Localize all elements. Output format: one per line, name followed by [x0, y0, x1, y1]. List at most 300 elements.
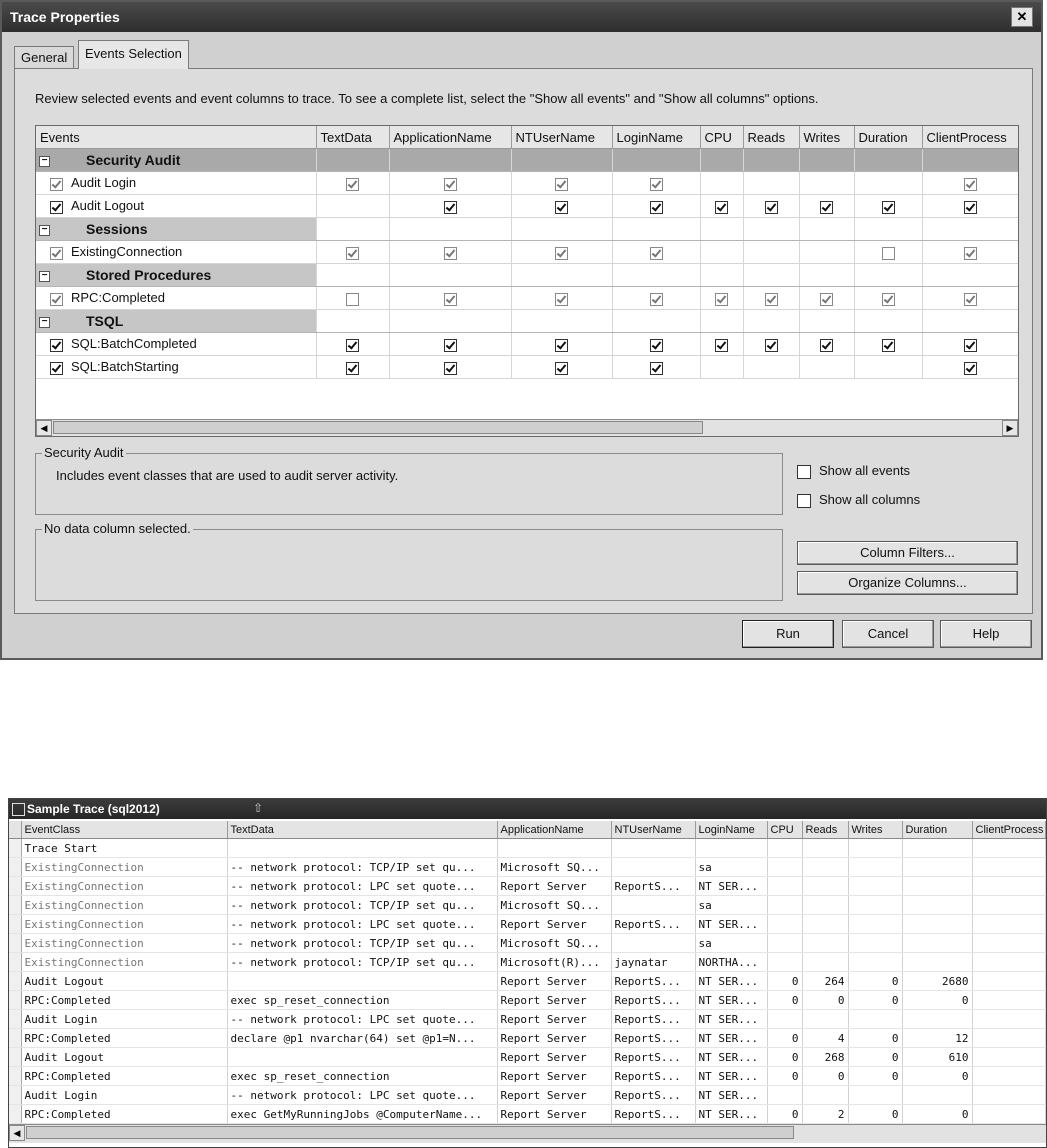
- trace-row[interactable]: [9, 1067, 1045, 1086]
- event-column-cell[interactable]: [389, 333, 511, 356]
- trace-hscrollbar[interactable]: [9, 1124, 1046, 1142]
- event-column-cell[interactable]: [316, 356, 389, 379]
- trace-header-8[interactable]: Duration: [902, 821, 972, 839]
- trace-title-bar[interactable]: [9, 799, 1046, 819]
- trace-cell: [972, 972, 1045, 991]
- trace-cell: 0: [802, 991, 848, 1010]
- event-column-cell: [854, 172, 922, 195]
- column-checkbox[interactable]: [765, 201, 778, 214]
- trace-header-5[interactable]: CPU: [767, 821, 802, 839]
- column-checkbox[interactable]: [346, 362, 359, 375]
- event-category-filler: [700, 264, 743, 287]
- run-button[interactable]: Run: [742, 620, 834, 648]
- trace-row[interactable]: [9, 972, 1045, 991]
- trace-cell: 0: [848, 1048, 902, 1067]
- organize-columns-button[interactable]: Organize Columns...: [797, 571, 1018, 595]
- trace-row[interactable]: [9, 953, 1045, 972]
- events-grid-header-4[interactable]: LoginName: [612, 126, 700, 149]
- column-checkbox[interactable]: [444, 362, 457, 375]
- event-column-cell: [743, 356, 799, 379]
- trace-cell: [848, 896, 902, 915]
- trace-cell: Audit Logout: [21, 972, 227, 991]
- event-category-row[interactable]: [36, 310, 1018, 333]
- trace-header-2[interactable]: ApplicationName: [497, 821, 611, 839]
- event-column-cell[interactable]: [700, 287, 743, 310]
- scroll-right-icon[interactable]: ▶: [1002, 420, 1018, 436]
- trace-row[interactable]: [9, 877, 1045, 896]
- trace-cell: Microsoft SQ...: [497, 934, 611, 953]
- column-checkbox[interactable]: [964, 339, 977, 352]
- collapse-icon[interactable]: −: [39, 271, 50, 282]
- event-column-cell[interactable]: [389, 356, 511, 379]
- trace-cell: [767, 915, 802, 934]
- trace-header-4[interactable]: LoginName: [695, 821, 767, 839]
- trace-cell: 0: [767, 972, 802, 991]
- trace-cell: ExistingConnection: [21, 934, 227, 953]
- event-row[interactable]: [36, 195, 1018, 218]
- trace-cell: -- network protocol: TCP/IP set qu...: [227, 896, 497, 915]
- event-column-cell[interactable]: [799, 195, 854, 218]
- event-name-cell: [36, 333, 316, 356]
- trace-cell: NT SER...: [695, 1067, 767, 1086]
- trace-cell: [972, 1105, 1045, 1124]
- trace-cell: Report Server: [497, 1067, 611, 1086]
- trace-cell: declare @p1 nvarchar(64) set @p1=N...: [227, 1029, 497, 1048]
- event-row[interactable]: [36, 356, 1018, 379]
- column-checkbox[interactable]: [964, 362, 977, 375]
- trace-cell: exec sp_reset_connection: [227, 1067, 497, 1086]
- trace-cell: [902, 877, 972, 896]
- event-category-filler: [511, 218, 612, 241]
- trace-cell: [848, 839, 902, 858]
- event-column-cell: [799, 241, 854, 264]
- event-column-cell[interactable]: [511, 333, 612, 356]
- events-grid-header-7[interactable]: Writes: [799, 126, 854, 149]
- event-column-cell[interactable]: [799, 287, 854, 310]
- column-checkbox[interactable]: [555, 178, 568, 191]
- trace-cell: Report Server: [497, 991, 611, 1010]
- column-checkbox[interactable]: [650, 247, 663, 260]
- collapse-icon[interactable]: −: [39, 225, 50, 236]
- event-category-label: Security Audit: [86, 152, 181, 168]
- show-all-events-checkbox[interactable]: [797, 463, 910, 479]
- event-category-filler: [389, 310, 511, 333]
- show-all-columns-box[interactable]: [797, 494, 811, 508]
- event-category-label: Stored Procedures: [86, 267, 212, 283]
- trace-cell: 0: [767, 1029, 802, 1048]
- events-grid-hscrollbar[interactable]: [36, 419, 1018, 436]
- tab-general[interactable]: General: [14, 46, 74, 68]
- column-checkbox[interactable]: [765, 339, 778, 352]
- trace-cell: [972, 858, 1045, 877]
- column-checkbox[interactable]: [964, 247, 977, 260]
- event-name-cell: [36, 195, 316, 218]
- trace-cell: exec GetMyRunningJobs @ComputerName...: [227, 1105, 497, 1124]
- event-column-cell[interactable]: [389, 195, 511, 218]
- dialog-title: Trace Properties: [10, 9, 120, 25]
- trace-row-gutter[interactable]: [9, 1048, 21, 1067]
- trace-cell: [497, 839, 611, 858]
- trace-cell: ReportS...: [611, 991, 695, 1010]
- trace-cell: [227, 1048, 497, 1067]
- event-select-checkbox[interactable]: [50, 339, 63, 352]
- trace-cell: RPC:Completed: [21, 1029, 227, 1048]
- event-select-checkbox[interactable]: [50, 362, 63, 375]
- security-audit-group: [35, 445, 783, 515]
- column-checkbox[interactable]: [882, 293, 895, 306]
- event-category-filler: [389, 264, 511, 287]
- trace-cell: NT SER...: [695, 1086, 767, 1105]
- trace-cell: NT SER...: [695, 1029, 767, 1048]
- event-category-filler: [511, 149, 612, 172]
- scroll-thumb[interactable]: [53, 421, 703, 434]
- trace-row-gutter[interactable]: [9, 1010, 21, 1029]
- event-category-filler: [389, 149, 511, 172]
- trace-cell: -- network protocol: LPC set quote...: [227, 915, 497, 934]
- trace-row-gutter[interactable]: [9, 877, 21, 896]
- column-checkbox[interactable]: [820, 339, 833, 352]
- trace-row-gutter[interactable]: [9, 1086, 21, 1105]
- trace-row-gutter[interactable]: [9, 1029, 21, 1048]
- trace-row-gutter[interactable]: [9, 991, 21, 1010]
- event-column-cell[interactable]: [316, 241, 389, 264]
- event-row[interactable]: [36, 172, 1018, 195]
- trace-cell: NT SER...: [695, 1105, 767, 1124]
- event-column-cell[interactable]: [612, 333, 700, 356]
- event-row[interactable]: [36, 287, 1018, 310]
- column-checkbox[interactable]: [346, 178, 359, 191]
- events-grid-header-1[interactable]: TextData: [316, 126, 389, 149]
- event-category-filler: [316, 218, 389, 241]
- event-column-cell[interactable]: [743, 287, 799, 310]
- trace-cell: ExistingConnection: [21, 896, 227, 915]
- column-filters-button[interactable]: Column Filters...: [797, 541, 1018, 565]
- event-row[interactable]: [36, 241, 1018, 264]
- trace-header-1[interactable]: TextData: [227, 821, 497, 839]
- column-checkbox[interactable]: [555, 362, 568, 375]
- trace-cell: Report Server: [497, 1086, 611, 1105]
- column-checkbox[interactable]: [444, 201, 457, 214]
- event-column-cell[interactable]: [511, 356, 612, 379]
- trace-cell: [972, 991, 1045, 1010]
- trace-row-gutter[interactable]: [9, 858, 21, 877]
- events-grid-header-5[interactable]: CPU: [700, 126, 743, 149]
- trace-cell: 0: [902, 1105, 972, 1124]
- column-checkbox[interactable]: [882, 247, 895, 260]
- column-checkbox[interactable]: [444, 293, 457, 306]
- events-grid-header-9[interactable]: ClientProcess: [922, 126, 1018, 149]
- event-category-row[interactable]: [36, 264, 1018, 287]
- trace-cell: [848, 1086, 902, 1105]
- trace-cell: 0: [767, 991, 802, 1010]
- event-category-row[interactable]: [36, 218, 1018, 241]
- trace-scroll-left-icon[interactable]: ◀: [9, 1125, 25, 1141]
- event-select-checkbox[interactable]: [50, 201, 63, 214]
- close-icon[interactable]: ✕: [1011, 7, 1033, 27]
- trace-header-0[interactable]: EventClass: [21, 821, 227, 839]
- event-column-cell: [854, 356, 922, 379]
- scroll-left-icon[interactable]: ◀: [36, 420, 52, 436]
- trace-cell: [972, 915, 1045, 934]
- trace-row[interactable]: [9, 1086, 1045, 1105]
- trace-cell: ReportS...: [611, 972, 695, 991]
- trace-cell: Trace Start: [21, 839, 227, 858]
- column-checkbox[interactable]: [346, 293, 359, 306]
- event-column-cell[interactable]: [922, 333, 1018, 356]
- trace-cell: [767, 1086, 802, 1105]
- trace-header-3[interactable]: NTUserName: [611, 821, 695, 839]
- event-category-filler: [922, 264, 1018, 287]
- event-category-filler: [922, 149, 1018, 172]
- help-button[interactable]: Help: [940, 620, 1032, 648]
- trace-cell: [972, 953, 1045, 972]
- show-all-columns-checkbox[interactable]: [797, 492, 920, 508]
- trace-cell: [767, 953, 802, 972]
- column-checkbox[interactable]: [555, 201, 568, 214]
- trace-row[interactable]: [9, 1029, 1045, 1048]
- event-column-cell[interactable]: [511, 172, 612, 195]
- trace-cell: -- network protocol: TCP/IP set qu...: [227, 953, 497, 972]
- trace-cell: [802, 915, 848, 934]
- trace-row[interactable]: [9, 1010, 1045, 1029]
- event-column-cell: [700, 356, 743, 379]
- review-instructions: Review selected events and event columns to trace. To see a complete list, select the "Show all events" and "Show all columns" options.: [35, 91, 819, 106]
- events-grid-header-0[interactable]: Events: [36, 126, 316, 149]
- event-category-filler: [854, 310, 922, 333]
- event-column-cell[interactable]: [316, 287, 389, 310]
- trace-row[interactable]: [9, 1105, 1045, 1124]
- events-grid-header-2[interactable]: ApplicationName: [389, 126, 511, 149]
- event-row[interactable]: [36, 333, 1018, 356]
- event-column-cell[interactable]: [922, 356, 1018, 379]
- event-column-cell[interactable]: [743, 333, 799, 356]
- trace-cell: [902, 1010, 972, 1029]
- column-checkbox[interactable]: [765, 293, 778, 306]
- event-category-filler: [743, 218, 799, 241]
- event-select-checkbox[interactable]: [50, 293, 63, 306]
- event-column-cell[interactable]: [612, 287, 700, 310]
- event-select-checkbox[interactable]: [50, 178, 63, 191]
- trace-row[interactable]: [9, 934, 1045, 953]
- column-checkbox[interactable]: [964, 178, 977, 191]
- trace-row-gutter[interactable]: [9, 839, 21, 858]
- trace-cell: [802, 877, 848, 896]
- column-checkbox[interactable]: [964, 201, 977, 214]
- trace-row-gutter[interactable]: [9, 1067, 21, 1086]
- event-column-cell[interactable]: [389, 172, 511, 195]
- events-grid-header-8[interactable]: Duration: [854, 126, 922, 149]
- event-column-cell[interactable]: [922, 172, 1018, 195]
- event-column-cell[interactable]: [854, 287, 922, 310]
- trace-cell: 0: [848, 1105, 902, 1124]
- trace-cell: [848, 1010, 902, 1029]
- events-grid-header-3[interactable]: NTUserName: [511, 126, 612, 149]
- event-column-cell[interactable]: [389, 287, 511, 310]
- trace-cell: 4: [802, 1029, 848, 1048]
- event-name-label: Audit Logout: [71, 198, 145, 214]
- trace-cell: -- network protocol: TCP/IP set qu...: [227, 934, 497, 953]
- trace-cell: ReportS...: [611, 1048, 695, 1067]
- column-checkbox[interactable]: [882, 339, 895, 352]
- column-checkbox[interactable]: [650, 362, 663, 375]
- trace-row[interactable]: [9, 991, 1045, 1010]
- event-column-cell[interactable]: [854, 241, 922, 264]
- trace-cell: [227, 839, 497, 858]
- event-category-label: Sessions: [86, 221, 148, 237]
- trace-row-gutter[interactable]: [9, 934, 21, 953]
- column-checkbox[interactable]: [444, 178, 457, 191]
- trace-cell: 610: [902, 1048, 972, 1067]
- event-column-cell: [700, 241, 743, 264]
- event-column-cell[interactable]: [922, 287, 1018, 310]
- column-checkbox[interactable]: [715, 339, 728, 352]
- event-category-filler: [700, 310, 743, 333]
- event-column-cell[interactable]: [700, 333, 743, 356]
- column-checkbox[interactable]: [964, 293, 977, 306]
- trace-cell: Report Server: [497, 915, 611, 934]
- event-column-cell[interactable]: [389, 241, 511, 264]
- column-checkbox[interactable]: [555, 339, 568, 352]
- trace-cell: [972, 896, 1045, 915]
- column-checkbox[interactable]: [444, 339, 457, 352]
- trace-header-6[interactable]: Reads: [802, 821, 848, 839]
- trace-title: Sample Trace (sql2012): [27, 802, 160, 816]
- trace-cell: ReportS...: [611, 1029, 695, 1048]
- trace-cell: RPC:Completed: [21, 1067, 227, 1086]
- trace-cell: ExistingConnection: [21, 858, 227, 877]
- event-column-cell[interactable]: [316, 333, 389, 356]
- trace-cell: ReportS...: [611, 915, 695, 934]
- column-checkbox[interactable]: [715, 201, 728, 214]
- event-category-filler: [316, 310, 389, 333]
- event-column-cell[interactable]: [854, 333, 922, 356]
- event-column-cell[interactable]: [511, 287, 612, 310]
- event-category-filler: [612, 149, 700, 172]
- events-grid-header-6[interactable]: Reads: [743, 126, 799, 149]
- trace-cell: Microsoft SQ...: [497, 858, 611, 877]
- event-category-cell: [36, 149, 316, 172]
- trace-cell: NT SER...: [695, 877, 767, 896]
- trace-cell: 0: [902, 1067, 972, 1086]
- trace-cell: [902, 953, 972, 972]
- cancel-button[interactable]: Cancel: [842, 620, 934, 648]
- collapse-icon[interactable]: −: [39, 156, 50, 167]
- data-column-group: [35, 521, 783, 601]
- event-category-filler: [700, 218, 743, 241]
- tab-events-selection[interactable]: Events Selection: [78, 40, 189, 69]
- trace-cell: RPC:Completed: [21, 991, 227, 1010]
- event-name-label: SQL:BatchStarting: [71, 359, 179, 375]
- event-column-cell[interactable]: [922, 241, 1018, 264]
- trace-row-gutter[interactable]: [9, 896, 21, 915]
- event-column-cell[interactable]: [511, 195, 612, 218]
- event-column-cell[interactable]: [511, 241, 612, 264]
- trace-cell: [902, 1086, 972, 1105]
- collapse-icon[interactable]: −: [39, 317, 50, 328]
- column-checkbox[interactable]: [882, 201, 895, 214]
- column-checkbox[interactable]: [650, 178, 663, 191]
- event-column-cell[interactable]: [612, 195, 700, 218]
- trace-cell: ReportS...: [611, 1086, 695, 1105]
- trace-cell: sa: [695, 858, 767, 877]
- column-checkbox[interactable]: [346, 247, 359, 260]
- event-column-cell[interactable]: [854, 195, 922, 218]
- trace-row[interactable]: [9, 1048, 1045, 1067]
- trace-cell: ReportS...: [611, 1105, 695, 1124]
- trace-row[interactable]: [9, 839, 1045, 858]
- trace-cell: 0: [848, 991, 902, 1010]
- security-audit-description: Includes event classes that are used to audit server activity.: [56, 468, 399, 483]
- trace-header-7[interactable]: Writes: [848, 821, 902, 839]
- trace-cell: [227, 972, 497, 991]
- event-category-filler: [854, 218, 922, 241]
- trace-cell: NT SER...: [695, 915, 767, 934]
- trace-row[interactable]: [9, 915, 1045, 934]
- trace-cell: [767, 1010, 802, 1029]
- trace-cell: [972, 839, 1045, 858]
- dialog-title-bar[interactable]: [2, 2, 1041, 32]
- event-column-cell[interactable]: [743, 195, 799, 218]
- event-column-cell[interactable]: [316, 172, 389, 195]
- trace-row-gutter[interactable]: [9, 1105, 21, 1124]
- trace-cell: [902, 839, 972, 858]
- column-checkbox[interactable]: [555, 247, 568, 260]
- trace-cell: [611, 896, 695, 915]
- event-column-cell[interactable]: [612, 356, 700, 379]
- trace-row-gutter[interactable]: [9, 953, 21, 972]
- column-checkbox[interactable]: [820, 201, 833, 214]
- event-select-checkbox[interactable]: [50, 247, 63, 260]
- event-column-cell[interactable]: [612, 241, 700, 264]
- column-checkbox[interactable]: [444, 247, 457, 260]
- event-category-row[interactable]: [36, 149, 1018, 172]
- event-column-cell: [799, 172, 854, 195]
- event-category-filler: [612, 310, 700, 333]
- event-name-label: SQL:BatchCompleted: [71, 336, 197, 352]
- event-column-cell: [700, 172, 743, 195]
- trace-cell: 0: [848, 972, 902, 991]
- trace-cell: 0: [802, 1067, 848, 1086]
- event-column-cell[interactable]: [612, 172, 700, 195]
- event-category-filler: [700, 149, 743, 172]
- event-column-cell[interactable]: [922, 195, 1018, 218]
- show-all-events-box[interactable]: [797, 465, 811, 479]
- column-checkbox[interactable]: [555, 293, 568, 306]
- column-checkbox[interactable]: [650, 339, 663, 352]
- column-checkbox[interactable]: [650, 293, 663, 306]
- trace-cell: NT SER...: [695, 972, 767, 991]
- trace-cell: ReportS...: [611, 1010, 695, 1029]
- trace-header-9[interactable]: ClientProcess: [972, 821, 1045, 839]
- trace-cell: 0: [848, 1067, 902, 1086]
- trace-cell: [767, 877, 802, 896]
- column-checkbox[interactable]: [650, 201, 663, 214]
- column-checkbox[interactable]: [820, 293, 833, 306]
- trace-row-gutter[interactable]: [9, 915, 21, 934]
- trace-row[interactable]: [9, 896, 1045, 915]
- event-column-cell[interactable]: [700, 195, 743, 218]
- event-category-filler: [799, 218, 854, 241]
- trace-cell: NT SER...: [695, 1048, 767, 1067]
- column-checkbox[interactable]: [346, 339, 359, 352]
- event-column-cell: [799, 356, 854, 379]
- trace-scroll-thumb[interactable]: [26, 1126, 794, 1139]
- trace-cell: 0: [767, 1067, 802, 1086]
- column-checkbox[interactable]: [715, 293, 728, 306]
- trace-row[interactable]: [9, 858, 1045, 877]
- event-column-cell[interactable]: [799, 333, 854, 356]
- trace-row-gutter[interactable]: [9, 972, 21, 991]
